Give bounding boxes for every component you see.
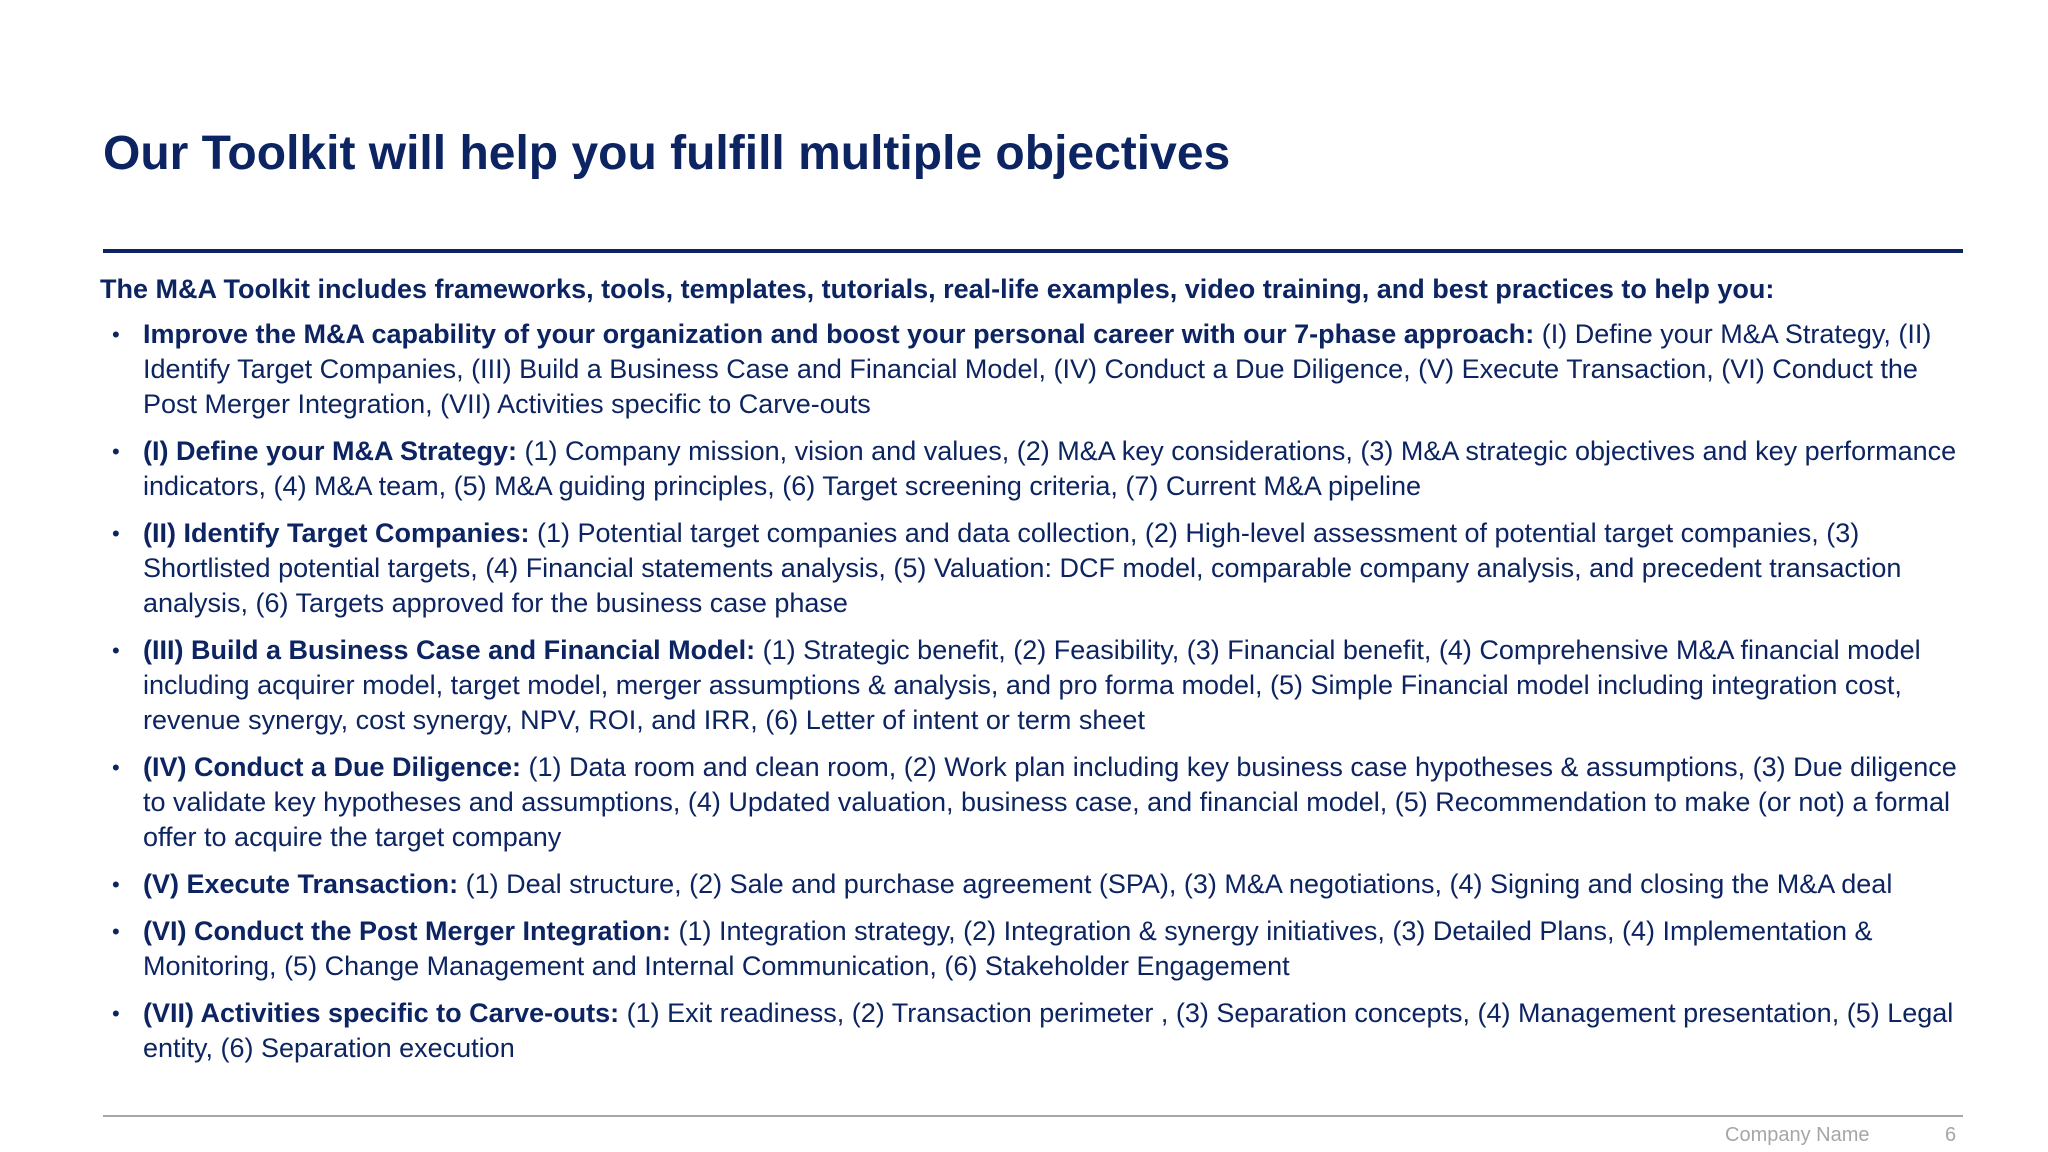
bullet-icon: • [112,918,120,944]
list-item [100,516,1966,621]
bullet-lead: (VI) Conduct the Post Merger Integration: [143,915,672,946]
bullet-lead: (VII) Activities specific to Carve-outs: [143,997,620,1028]
intro-text: The M&A Toolkit includes frameworks, tools, templates, tutorials, real-life examples, video training, and best practices to help you: [100,274,1775,304]
bullet-icon: • [112,1000,120,1026]
bullet-icon: • [112,321,120,347]
bullet-lead: (III) Build a Business Case and Financial Model: [143,634,756,665]
list-item [100,633,1966,738]
bullet-lead: (II) Identify Target Companies: [143,517,530,548]
slide-title: Our Toolkit will help you fulfill multiple objectives [103,127,1231,180]
bullet-icon: • [112,754,120,780]
bullet-text: (1) Exit readiness, (2) Transaction perimeter , (3) Separation concepts, (4) Management presentation, (5) Legal entity, (6) Separation execution [143,997,1954,1063]
page-number: 6 [1945,1124,1957,1146]
bullet-text: (I) Define your M&A Strategy, (II) Identify Target Companies, (III) Build a Business Case and Financial Model, (IV) Conduct a Due Diligence, (V) Execute Transaction, (VI) Conduct the Post Merger Integration, (VII) Activities specific to Carve-outs [143,318,1932,419]
list-item [100,317,1966,422]
list-item [100,914,1966,984]
bullet-lead: (I) Define your M&A Strategy: [143,435,518,466]
footer-company-name: Company Name [1725,1124,1870,1146]
bullet-icon: • [112,637,120,663]
bullet-text: (1) Potential target companies and data collection, (2) High-level assessment of potential target companies, (3) Shortlisted potential targets, (4) Financial statements analysis, (5) Valuation: DCF model, comparable company analysis, and precedent transaction analysis, (6) Targets approved for the business case phase [143,517,1902,618]
bullet-text: (1) Company mission, vision and values, (2) M&A key considerations, (3) M&A strategic objectives and key performance indicators, (4) M&A team, (5) M&A guiding principles, (6) Target screening criteria, (7) Current M&A pipeline [143,435,1957,501]
list-item [100,996,1966,1066]
bullet-text: (1) Data room and clean room, (2) Work plan including key business case hypotheses & assumptions, (3) Due diligence to validate key hypotheses and assumptions, (4) Updated valuation, business case, and financial model, (5) Recommendation to make (or not) a formal offer to acquire the target company [143,751,1957,852]
bullet-lead: (V) Execute Transaction: [143,868,459,899]
bullet-text: (1) Integration strategy, (2) Integration & synergy initiatives, (3) Detailed Plans, (4) Implementation & Monitoring, (5) Change Management and Internal Communication, (6) Stakeholder Engagement [143,915,1873,981]
title-divider [103,249,1963,253]
bullet-icon: • [112,520,120,546]
bullet-text: (1) Strategic benefit, (2) Feasibility, (3) Financial benefit, (4) Comprehensive M&A financial model including acquirer model, target model, merger assumptions & analysis, and pro forma model, (5) Simple Financial model including integration cost, revenue synergy, cost synergy, NPV, ROI, and IRR, (6) Letter of intent or term sheet [143,634,1921,735]
bullet-icon: • [112,438,120,464]
bullet-lead: (IV) Conduct a Due Diligence: [143,751,522,782]
list-item [100,750,1966,855]
bullet-lead: Improve the M&A capability of your organization and boost your personal career with our 7-phase approach: [143,318,1535,349]
bullet-icon: • [112,871,120,897]
list-item [100,867,1966,902]
footer-divider [103,1115,1963,1117]
slide-body [100,272,1966,1078]
list-item [100,434,1966,504]
objectives-list [100,317,1966,1066]
bullet-text: (1) Deal structure, (2) Sale and purchase agreement (SPA), (3) M&A negotiations, (4) Signing and closing the M&A deal [458,868,1893,899]
